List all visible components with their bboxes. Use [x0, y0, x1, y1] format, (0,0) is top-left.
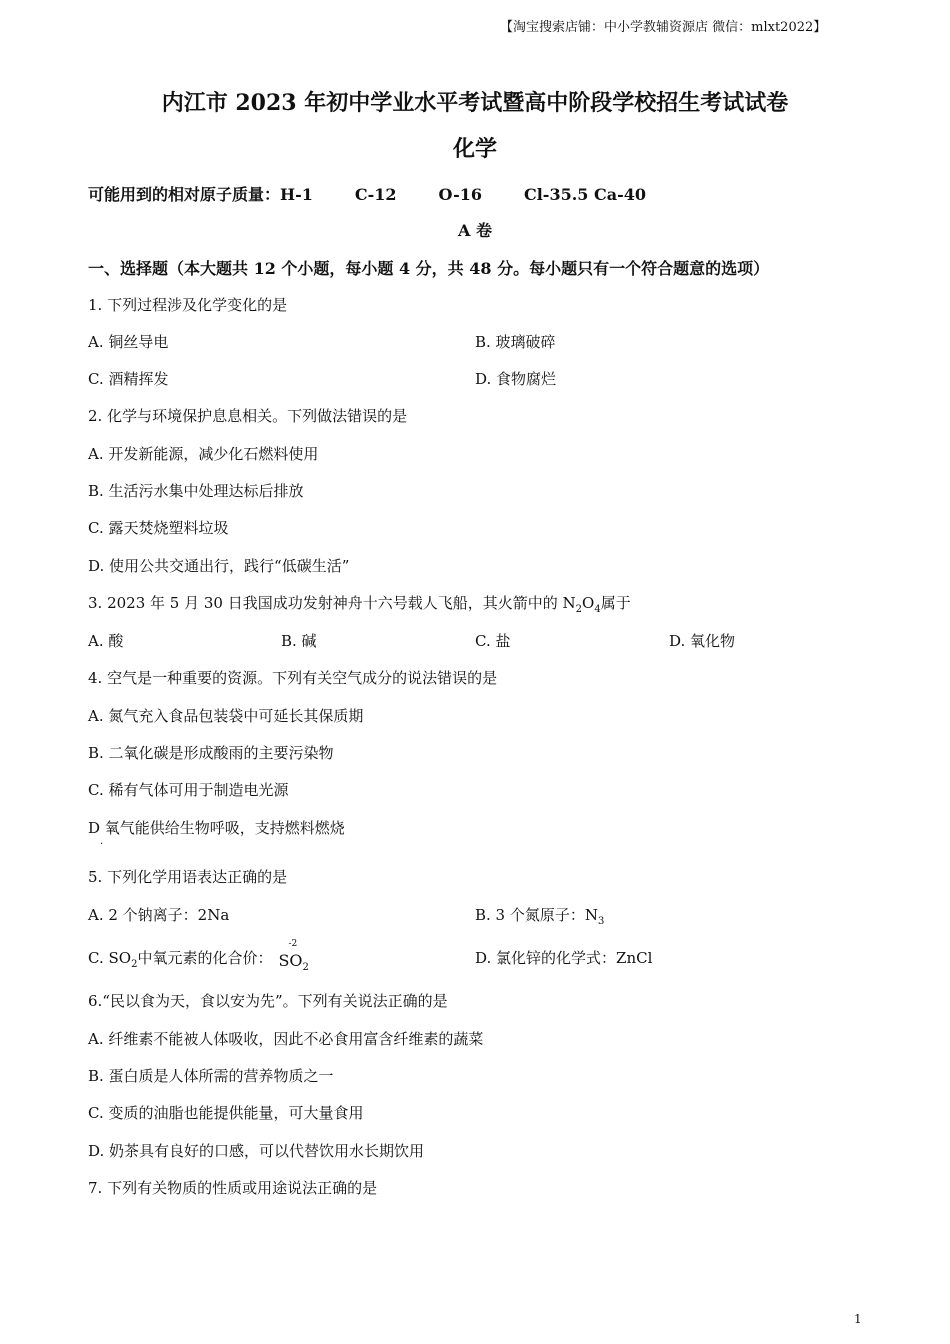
- valence-notation: [278, 939, 318, 974]
- q7-stem: 7. 下列有关物质的性质或用途说法正确的是: [88, 1179, 378, 1197]
- section-heading: 一、选择题（本大题共 12 个小题，每小题 4 分，共 48 分。每小题只有一个符合题意的选项）: [88, 259, 770, 278]
- q3-option-a: A. 酸: [88, 632, 124, 650]
- q1-option-a: A. 铜丝导电: [88, 333, 169, 351]
- valence-formula: $SO_2$: [278, 951, 309, 974]
- q5-stem: 5. 下列化学用语表达正确的是: [88, 868, 288, 886]
- q4-stem: 4. 空气是一种重要的资源。下列有关空气成分的说法错误的是: [88, 669, 498, 687]
- exam-title: 内江市 2023 年初中学业水平考试暨高中阶段学校招生考试试卷: [161, 90, 789, 116]
- header-note: 【淘宝搜索店铺：中小学教辅资源店 微信：mlxt2022】: [500, 20, 827, 35]
- q5-option-d: D. 氯化锌的化学式：ZnCl: [475, 949, 653, 967]
- valence-value: -2: [288, 939, 298, 949]
- q2-option-c: C. 露天焚烧塑料垃圾: [88, 519, 229, 537]
- q5-b-text: B. 3 个氮原子：N: [475, 906, 598, 924]
- q3-option-b: B. 碱: [281, 632, 317, 650]
- q4-stray-dot: .: [100, 836, 104, 847]
- q5-b-sub: 3: [598, 916, 605, 927]
- q1-stem: 1. 下列过程涉及化学变化的是: [88, 296, 288, 314]
- mass-o: O-16: [438, 185, 482, 204]
- q6-option-d: D. 奶茶具有良好的口感，可以代替饮用水长期饮用: [88, 1142, 425, 1160]
- q6-option-c: C. 变质的油脂也能提供能量，可大量食用: [88, 1104, 364, 1122]
- q3-suffix: 属于: [600, 594, 631, 612]
- q3-sub2: 4: [594, 604, 601, 615]
- q5-option-a: A. 2 个钠离子：2Na: [88, 906, 230, 924]
- atomic-masses: [88, 182, 646, 205]
- q3-sub1: 2: [575, 604, 582, 615]
- paper-part: A 卷: [458, 221, 492, 240]
- q3-stem-prefix: 3. 2023 年 5 月 30 日我国成功发射神舟十六号载人飞船，其火箭中的 N: [88, 594, 576, 612]
- q2-option-a: A. 开发新能源，减少化石燃料使用: [88, 445, 319, 463]
- q6-option-a: A. 纤维素不能被人体吸收，因此不必食用富含纤维素的蔬菜: [88, 1030, 484, 1048]
- masses-label: 可能用到的相对原子质量：H-1: [88, 185, 313, 204]
- q3-mid: O: [582, 594, 595, 612]
- q4-option-c: C. 稀有气体可用于制造电光源: [88, 781, 289, 799]
- q5-c-sub: 2: [131, 959, 138, 970]
- q3-option-c: C. 盐: [475, 632, 511, 650]
- q4-option-a: A. 氮气充入食品包装袋中可延长其保质期: [88, 707, 364, 725]
- q6-option-b: B. 蛋白质是人体所需的营养物质之一: [88, 1067, 334, 1085]
- q3-option-d: D. 氧化物: [669, 632, 736, 650]
- q6-stem: 6.“民以食为天，食以安为先”。下列有关说法正确的是: [88, 992, 448, 1010]
- subject-title: 化学: [452, 136, 497, 162]
- q4-option-b: B. 二氧化碳是形成酸雨的主要污染物: [88, 744, 334, 762]
- q2-option-b: B. 生活污水集中处理达标后排放: [88, 482, 304, 500]
- page-number: 1: [854, 1312, 862, 1326]
- q5-c-suffix: 中氧元素的化合价：: [137, 949, 273, 967]
- q1-option-d: D. 食物腐烂: [475, 370, 557, 388]
- q1-option-c: C. 酒精挥发: [88, 370, 169, 388]
- q1-option-b: B. 玻璃破碎: [475, 333, 556, 351]
- q4-option-d: D 氧气能供给生物呼吸，支持燃料燃烧: [88, 819, 345, 837]
- q3-stem: [88, 592, 631, 615]
- mass-c: C-12: [354, 185, 397, 204]
- mass-cl-ca: Cl-35.5 Ca-40: [523, 185, 646, 204]
- q2-option-d: D. 使用公共交通出行，践行“低碳生活”: [88, 557, 350, 575]
- q2-stem: 2. 化学与环境保护息息相关。下列做法错误的是: [88, 407, 408, 425]
- q5-option-c: [88, 939, 318, 974]
- q5-option-b: [475, 904, 604, 927]
- q5-c-prefix: C. SO: [88, 949, 132, 967]
